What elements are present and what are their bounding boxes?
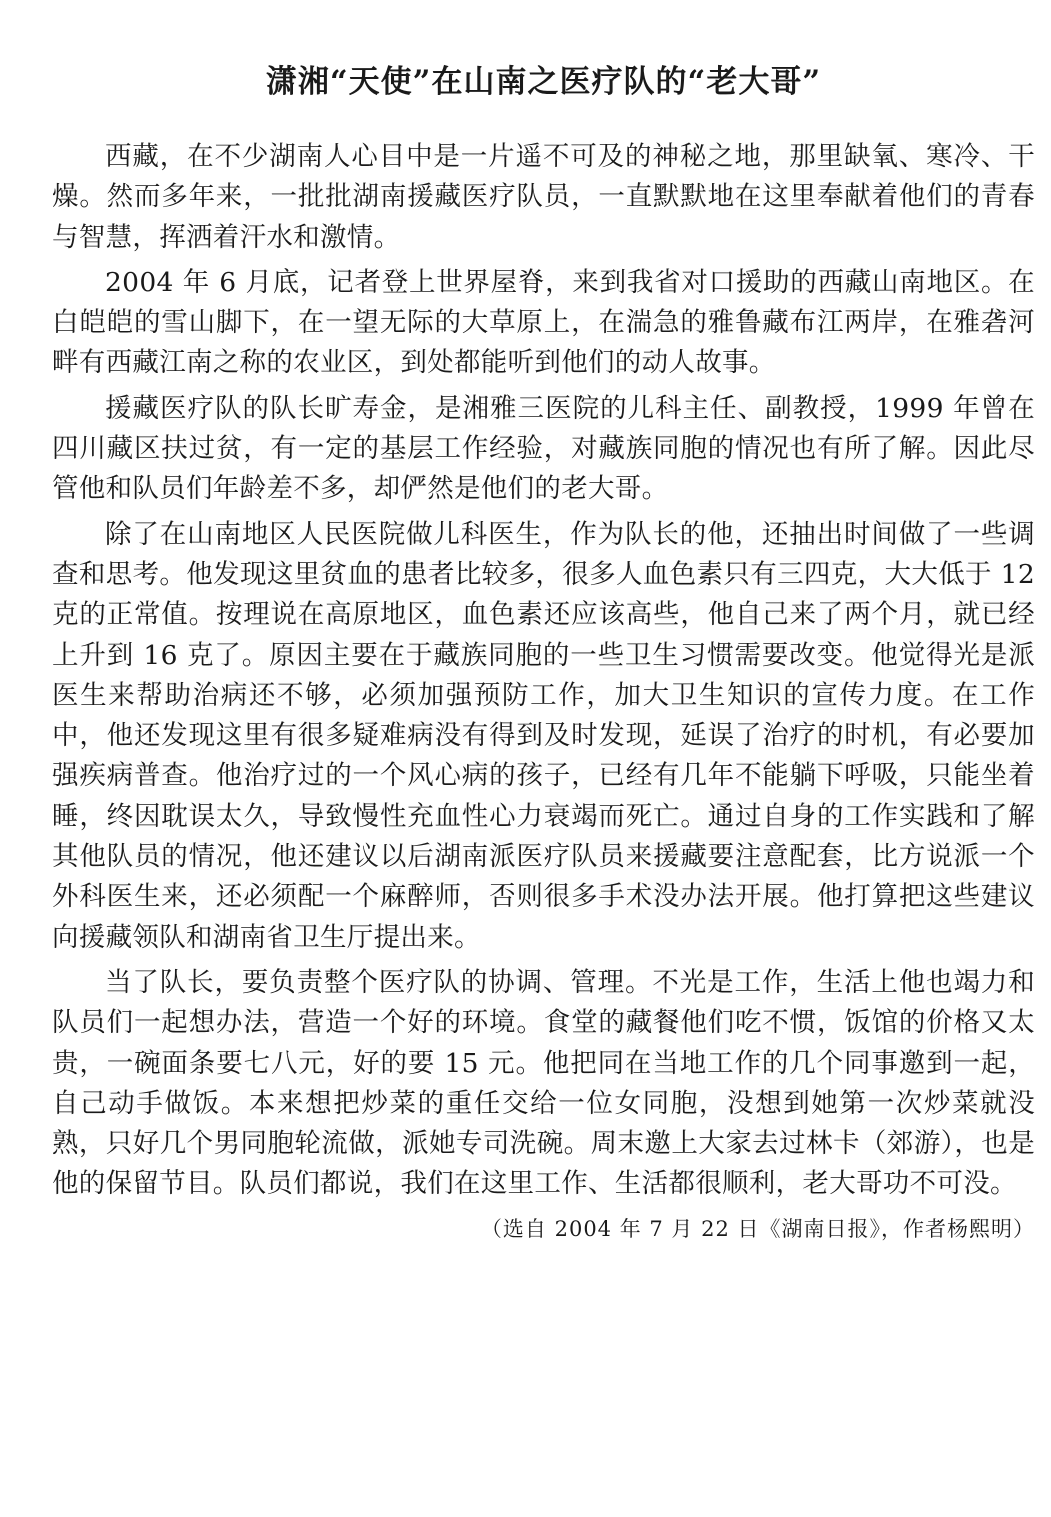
paragraph-2: 2004 年 6 月底，记者登上世界屋脊，来到我省对口援助的西藏山南地区。在白皑皑的雪山脚下，在一望无际的大草原上，在湍急的雅鲁藏布江两岸，在雅砻河畔有西藏江南之称的农业区，到处都能听到他们的动人故事。: [52, 266, 1035, 379]
paragraph-5: 当了队长，要负责整个医疗队的协调、管理。不光是工作，生活上他也竭力和队员们一起想办法，营造一个好的环境。食堂的藏餐他们吃不惯，饭馆的价格又太贵，一碗面条要七八元，好的要 15 元。他把同在当地工作的几个同事邀到一起，自己动手做饭。本来想把炒菜的重任交给一位女同胞，没想到她第一次炒菜就没熟，只好几个男同胞轮流做，派她专司洗碗。周末邀上大家去过林卡（郊游），也是他的保留节目。队员们都说，我们在这里工作、生活都很顺利，老大哥功不可没。: [52, 966, 1035, 1200]
paragraph-1: 西藏，在不少湖南人心目中是一片遥不可及的神秘之地，那里缺氧、寒冷、干燥。然而多年来，一批批湖南援藏医疗队员，一直默默地在这里奉献着他们的青春与智慧，挥洒着汗水和激情。: [52, 141, 1035, 253]
article: [52, 56, 1035, 1243]
paragraph-4: 除了在山南地区人民医院做儿科医生，作为队长的他，还抽出时间做了一些调查和思考。他发现这里贫血的患者比较多，很多人血色素只有三四克，大大低于 12 克的正常值。按理说在高原地区，血色素还应该高些，他自己来了两个月，就已经上升到 16 克了。原因主要在于藏族同胞的一些卫生习惯需要改变。他觉得光是派医生来帮助治病还不够，必须加强预防工作，加大卫生知识的宣传力度。在工作中，他还发现这里有很多疑难病没有得到及时发现，延误了治疗的时机，有必要加强疾病普查。他治疗过的一个风心病的孩子，已经有几年不能躺下呼吸，只能坐着睡，终因耽误太久，导致慢性充血性心力衰竭而死亡。通过自身的工作实践和了解其他队员的情况，他还建议以后湖南派医疗队员来援藏要注意配套，比方说派一个外科医生来，还必须配一个麻醉师，否则很多手术没办法开展。他打算把这些建议向援藏领队和湖南省卫生厅提出来。: [52, 518, 1035, 953]
paragraph-3: 援藏医疗队的队长旷寿金，是湘雅三医院的儿科主任、副教授，1999 年曾在四川藏区扶过贫，有一定的基层工作经验，对藏族同胞的情况也有所了解。因此尽管他和队员们年龄差不多，却俨然是他们的老大哥。: [52, 392, 1035, 505]
source-citation: （选自 2004 年 7 月 22 日《湖南日报》，作者杨熙明）: [480, 1216, 1035, 1241]
article-title: 潇湘“天使”在山南之医疗队的“老大哥”: [265, 64, 822, 100]
